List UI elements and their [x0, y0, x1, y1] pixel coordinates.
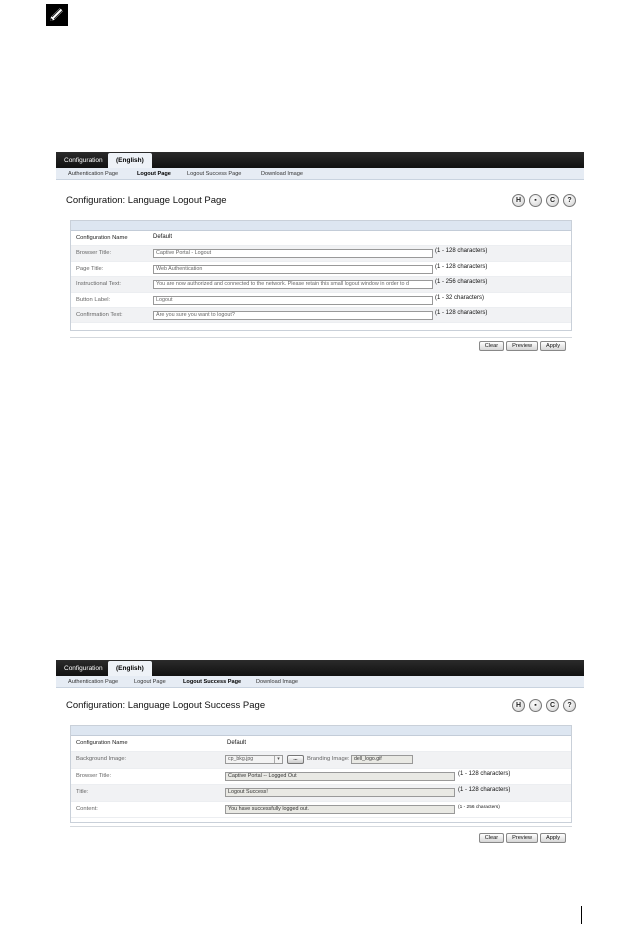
toolbar — [512, 194, 576, 207]
subtab-download-image[interactable]: Download Image — [256, 679, 298, 685]
apply-button[interactable]: Apply — [540, 341, 566, 351]
subtab-authentication-page[interactable]: Authentication Page — [68, 171, 119, 177]
settings-table — [70, 220, 572, 331]
instructional-text-input[interactable]: You are now authorized and connected to the network. Please retain this small logout window in order to d — [153, 280, 433, 289]
table-row — [71, 277, 571, 292]
browser-title-hint: (1 - 128 characters) — [458, 770, 511, 777]
table-row — [71, 231, 571, 246]
page-title-label: Page Title: — [76, 265, 104, 272]
table-row — [71, 736, 571, 752]
table-row — [71, 262, 571, 277]
table-row — [71, 246, 571, 261]
page-margin-rule — [581, 906, 582, 924]
button-label-input[interactable]: Logout — [153, 296, 433, 305]
subtab-logout-page[interactable]: Logout Page — [134, 679, 166, 685]
top-nav-bar — [56, 660, 584, 676]
browser-title-input[interactable]: Captive Portal -- Logged Out — [225, 772, 455, 781]
action-buttons — [479, 833, 566, 843]
refresh-icon[interactable]: C — [546, 194, 559, 207]
top-nav-bar — [56, 152, 584, 168]
content-hint: (1 - 256 characters) — [458, 804, 500, 810]
button-label-label: Button Label: — [76, 296, 111, 303]
browser-title-hint: (1 - 128 characters) — [435, 248, 488, 255]
page-title-input[interactable]: Web Authentication — [153, 265, 433, 274]
tab-configuration[interactable]: Configuration — [64, 157, 103, 164]
table-row — [71, 308, 571, 323]
save-icon[interactable]: H — [512, 194, 525, 207]
title-hint: (1 - 128 characters) — [458, 787, 511, 794]
button-label-hint: (1 - 32 characters) — [435, 294, 485, 301]
help-icon[interactable]: ? — [563, 194, 576, 207]
refresh-icon[interactable]: C — [546, 699, 559, 712]
confirmation-text-label: Confirmation Text: — [76, 311, 123, 318]
toolbar — [512, 699, 576, 712]
preview-button[interactable]: Preview — [506, 341, 538, 351]
background-image-label: Background Image: — [76, 756, 127, 763]
divider — [70, 337, 572, 338]
tab-english[interactable]: (English) — [108, 153, 152, 168]
subtab-logout-page[interactable]: Logout Page — [137, 171, 171, 177]
subtab-download-image[interactable]: Download Image — [261, 171, 303, 177]
page-title: Configuration: Language Logout Success Page — [66, 700, 266, 711]
page-title-hint: (1 - 128 characters) — [435, 263, 488, 270]
table-header — [71, 726, 571, 736]
instructional-text-hint: (1 - 256 characters) — [435, 279, 488, 286]
print-icon[interactable]: ▪ — [529, 699, 542, 712]
title-label: Title: — [76, 789, 89, 796]
settings-table — [70, 725, 572, 823]
branding-image-label: Branding Image: — [307, 756, 350, 763]
title-input[interactable]: Logout Success! — [225, 788, 455, 797]
sub-nav-bar — [56, 168, 584, 180]
subtab-logout-success-page[interactable]: Logout Success Page — [187, 171, 242, 177]
content-label: Content: — [76, 805, 98, 812]
apply-button[interactable]: Apply — [540, 833, 566, 843]
confirmation-text-input[interactable]: Are you sure you want to logout? — [153, 311, 433, 320]
chevron-down-icon: ▾ — [274, 756, 282, 763]
table-header — [71, 221, 571, 231]
table-row — [71, 802, 571, 818]
content-input[interactable]: You have successfully logged out. — [225, 805, 455, 814]
instructional-text-label: Instructional Text: — [76, 281, 122, 288]
browser-title-label: Browser Title: — [76, 772, 112, 779]
logout-success-page-screenshot — [56, 660, 584, 853]
print-icon[interactable]: ▪ — [529, 194, 542, 207]
divider — [70, 826, 572, 827]
note-pencil-icon — [46, 4, 68, 26]
confirmation-text-hint: (1 - 128 characters) — [435, 309, 488, 316]
subtab-logout-success-page[interactable]: Logout Success Page — [183, 679, 242, 685]
sub-nav-bar — [56, 676, 584, 688]
configuration-name-value: Default — [153, 234, 173, 240]
branding-image-input[interactable]: dell_logo.gif — [351, 755, 413, 764]
subtab-authentication-page[interactable]: Authentication Page — [68, 679, 119, 685]
save-icon[interactable]: H — [512, 699, 525, 712]
configuration-name-value: Default — [227, 740, 247, 746]
background-image-select[interactable] — [225, 755, 283, 764]
table-row — [71, 293, 571, 308]
configuration-name-label: Configuration Name — [76, 740, 128, 746]
page-title: Configuration: Language Logout Page — [66, 195, 227, 206]
clear-button[interactable]: Clear — [479, 341, 504, 351]
browser-title-label: Browser Title: — [76, 250, 112, 257]
browse-button[interactable]: ... — [287, 755, 304, 764]
logout-page-screenshot — [56, 152, 584, 362]
browser-title-input[interactable]: Captive Portal - Logout — [153, 249, 433, 258]
table-row — [71, 769, 571, 785]
clear-button[interactable]: Clear — [479, 833, 504, 843]
table-row — [71, 752, 571, 768]
tab-english[interactable]: (English) — [108, 661, 152, 676]
tab-configuration[interactable]: Configuration — [64, 665, 103, 672]
table-row — [71, 785, 571, 801]
action-buttons — [479, 341, 566, 351]
configuration-name-label: Configuration Name — [76, 235, 128, 241]
help-icon[interactable]: ? — [563, 699, 576, 712]
preview-button[interactable]: Preview — [506, 833, 538, 843]
background-image-value: cp_bkg.jpg — [228, 756, 254, 763]
